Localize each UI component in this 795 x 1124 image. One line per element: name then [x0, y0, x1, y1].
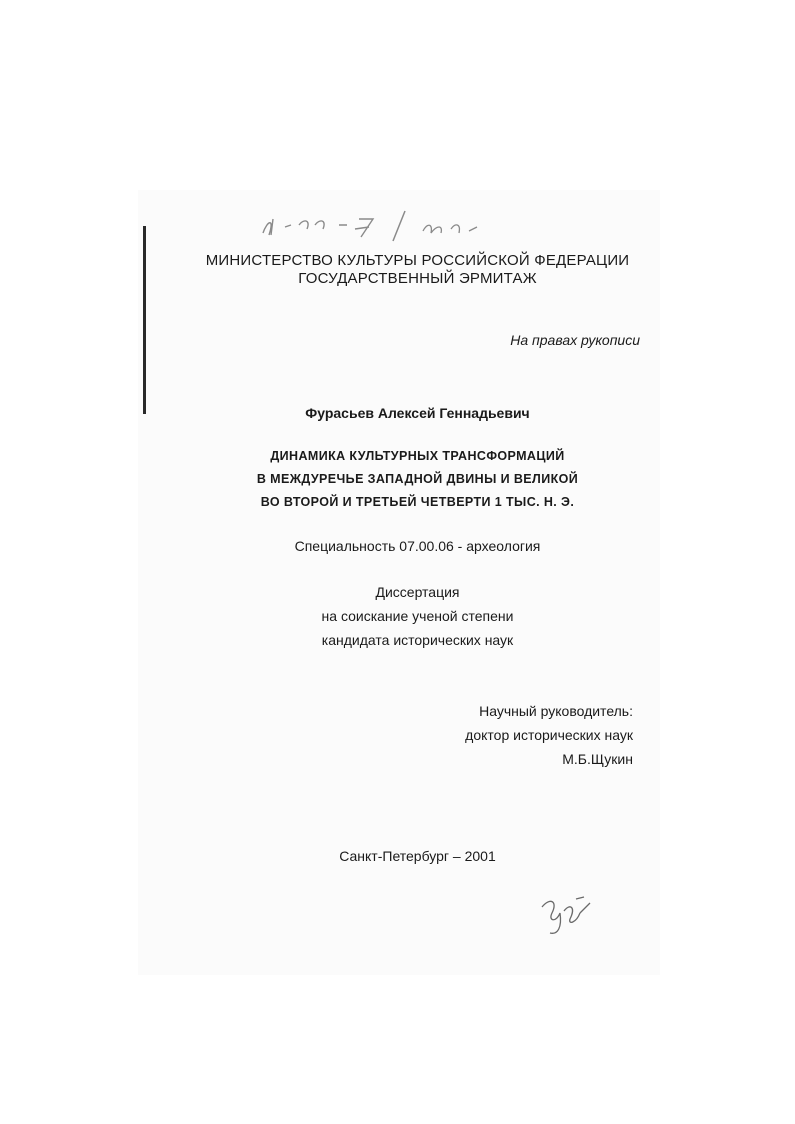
ministry-line-2: ГОСУДАРСТВЕННЫЙ ЭРМИТАЖ	[298, 270, 537, 287]
specialty: Специальность 07.00.06 - археология	[294, 538, 541, 554]
supervisor-label: Научный руководитель:	[479, 703, 633, 719]
rights-note: На правах рукописи	[510, 332, 640, 348]
dissertation-line-1: Диссертация	[375, 584, 460, 600]
place-year: Санкт-Петербург – 2001	[339, 848, 496, 864]
author-name: Фурасьев Алексей Геннадьевич	[305, 405, 530, 421]
title-line-3: ВО ВТОРОЙ И ТРЕТЬЕЙ ЧЕТВЕРТИ 1 ТЫС. Н. Э.	[260, 495, 575, 509]
title-line-1: ДИНАМИКА КУЛЬТУРНЫХ ТРАНСФОРМАЦИЙ	[270, 449, 565, 463]
supervisor-name: М.Б.Щукин	[562, 751, 633, 767]
ministry-line-1: МИНИСТЕРСТВО КУЛЬТУРЫ РОССИЙСКОЙ ФЕДЕРАЦИИ	[205, 252, 630, 269]
dissertation-line-3: кандидата исторических наук	[321, 632, 514, 648]
title-line-2: В МЕЖДУРЕЧЬЕ ЗАПАДНОЙ ДВИНЫ И ВЕЛИКОЙ	[256, 472, 579, 486]
handwritten-signature	[536, 893, 596, 938]
handwritten-archive-mark	[255, 205, 535, 245]
supervisor-degree: доктор исторических наук	[465, 727, 633, 743]
dissertation-line-2: на соискание ученой степени	[321, 608, 514, 624]
